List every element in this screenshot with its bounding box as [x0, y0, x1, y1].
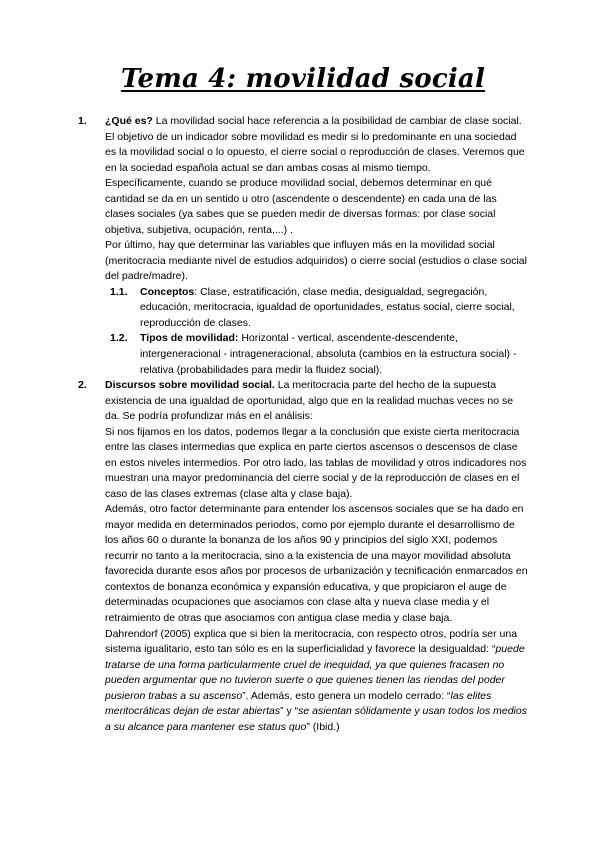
list-item-number: 2.: [78, 379, 87, 392]
text-run: Si nos fijamos en los datos, podemos llegar a la conclusión que existe cierta meritocracia entre las clases intermedias que explica en parte ciertos ascensos o descensos de clase en estos niveles intermedios. Por otro lado, las tablas de movilidad y otros indicadores nos muestran una mayor predominancia del cierre social y de la reproducción de clases en el caso de las clases extremas (clase alta y clase baja).: [105, 425, 527, 500]
list-item-content: [105, 114, 528, 285]
paragraph: [105, 238, 528, 285]
text-run: Específicamente, cuando se produce movilidad social, debemos determinar en qué cantidad se da en un sentido u otro (ascendente o descendente) en cada una de las clases sociales (ya sabes que se pueden medir de diversas formas: por clase social objetiva, subjetiva, ocupación, renta,...) .: [105, 177, 497, 236]
list-item-number: 1.: [78, 115, 87, 127]
list-item-number: 1.2.: [110, 332, 128, 345]
text-run: La movilidad social hace referencia a la posibilidad de cambiar de clase social. El objetivo de un indicador sobre movilidad es medir si lo predominante en una sociedad es la movilidad social o lo opuesto, el cierre social o reproducción de clases. Veremos que en la sociedad española actual se dan ambas cosas al mismo tiempo.: [105, 115, 525, 174]
text-run: ¿Qué es?: [105, 115, 156, 127]
list-item: [78, 114, 528, 285]
text-run: ”. Además, esto genera un modelo cerrado: “: [242, 689, 451, 702]
text-run: se asientan sólidamente y usan todos los medios a su alcance para mantener ese status quo: [105, 705, 527, 733]
paragraph: [105, 627, 528, 736]
text-run: Horizontal - vertical, ascendente-descendente, intergeneracional - intrageneracional, absoluta (cambios en la estructura social) - relativa (probabilidades para medir la fluidez social).: [140, 332, 517, 376]
document-title: Tema 4: movilidad social: [120, 64, 486, 94]
text-run: Por último, hay que determinar las variables que influyen más en la movilidad social (meritocracia mediante nivel de estudios adquiridos) o cierre social (estudios o clase social del padre/madre).: [105, 239, 527, 283]
paragraph: [140, 285, 528, 332]
text-run: ” y “: [280, 705, 299, 718]
text-run: ” (Ibid.): [306, 720, 340, 733]
list-item: [110, 331, 528, 378]
text-run: : Clase, estratificación, clase media, desigualdad, segregación, educación, meritocracia, igualdad de oportunidades, estatus social, cierre social, reproducción de clases.: [140, 285, 515, 329]
list-item-content: [105, 378, 528, 735]
list-item-content: [140, 285, 528, 332]
paragraph: [140, 331, 528, 378]
list-item-number: 1.1.: [110, 285, 128, 298]
paragraph: [105, 378, 528, 425]
paragraph: [105, 502, 528, 626]
paragraph: [105, 425, 528, 503]
text-run: Además, otro factor determinante para entender los ascensos sociales que se ha dado en mayor medida en determinados periodos, como por ejemplo durante el desarrollismo de los años 60 o durante la bonanza de los años 90 y principios del siglo XXI, podemos recurrir no tanto a la meritocracia, sino a la existencia de una mayor movilidad absoluta favorecida durante esos años por procesos de urbanización y tecnificación enmarcados en contextos de bonanza económica y expansión educativa, y que propiciaron el auge de determinadas ocupaciones que asociamos con clase alta y nueva clase media y el retraimiento de otras que asociamos con antigua clase media y clase baja.: [105, 503, 528, 624]
text-run: Discursos sobre movilidad social.: [105, 379, 278, 392]
list-item: [78, 378, 528, 735]
list-item: [110, 285, 528, 332]
document-list: [78, 114, 528, 735]
text-run: Tipos de movilidad:: [140, 332, 242, 345]
text-run: La meritocracia parte del hecho de la supuesta existencia de una igualdad de oportunidad, algo que en la realidad muchas veces no se da. Se podría profundizar más en el análisis:: [105, 379, 514, 423]
text-run: Conceptos: [140, 285, 195, 298]
text-run: Dahrendorf (2005) explica que si bien la meritocracia, con respecto otros, podría ser una sistema igualitario, esto tan sólo es en la superficialidad y favorece la desigualdad: “: [105, 627, 518, 656]
text-run: puede tratarse de una forma particularmente cruel de inequidad, ya que quienes fracasen no pueden argumentar que no tuvieron suerte o que quienes tienen las riendas del poder pusieron trabas a su ascenso: [105, 643, 525, 702]
list-item-content: [140, 331, 528, 378]
paragraph: [105, 176, 528, 238]
paragraph: [105, 114, 528, 176]
text-run: las elites meritocráticas dejan de estar abiertas: [105, 689, 492, 718]
